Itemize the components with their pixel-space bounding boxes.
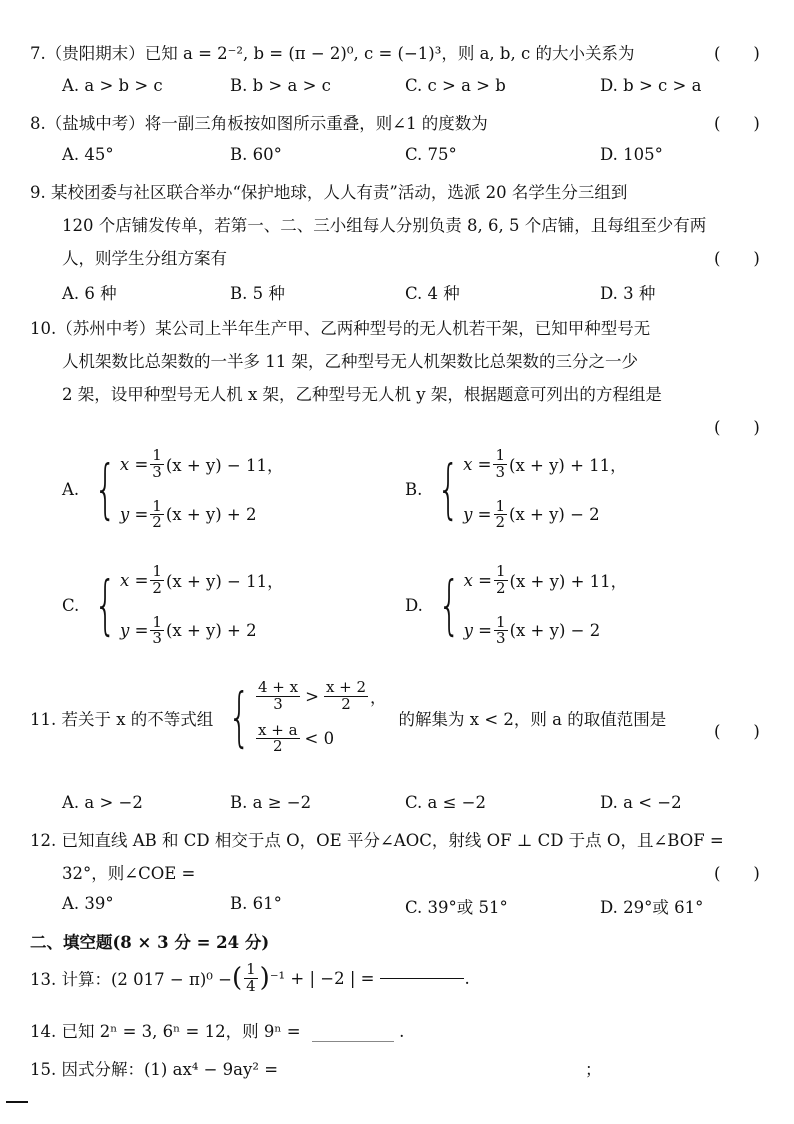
left-brace-icon: { [437,452,460,527]
equation-2: y = $\frac{1}{3}$ (x + y) + 2 [120,612,257,648]
q12-option-a: A. 39° [62,894,114,913]
section-heading: 二、填空题(8 × 3 分 = 24 分) [30,933,270,952]
q7-answer-paren: ( ) [714,44,760,63]
left-brace-icon: { [94,568,117,643]
answer-blank[interactable] [312,1023,394,1042]
option-label: A. [62,480,80,499]
q9-option-c: C. 4 种 [405,284,460,303]
q8-answer-paren: ( ) [714,114,760,133]
answer-blank[interactable] [380,978,464,979]
inequality-1: $\frac{4 + x}{3}$ > $\frac{x + 2}{2}$ ， [258,678,387,713]
q7-option-b: B. b > a > c [230,76,331,95]
equation-1: x = $\frac{1}{2}$ (x + y) + 11， [463,562,628,597]
q12-stem-line1: 12. 已知直线 AB 和 CD 相交于点 O，OE 平分∠AOC，射线 OF ⊥ CD 于点 O，且∠BOF = [30,831,724,850]
q11-option-c: C. a ≤ −2 [405,793,487,812]
left-brace-icon: { [228,680,251,755]
inequality-2: $\frac{x + a}{2}$ < 0 [258,720,335,756]
q9-stem-line2: 120 个店铺发传单，若第一、二、三小组每人分别负责 8, 6, 5 个店铺，且每组至少有两 [62,216,707,235]
equation-2: y = $\frac{1}{2}$ (x + y) + 2 [119,496,257,532]
q9-answer-paren: ( ) [714,249,760,268]
q7-option-a: A. a > b > c [62,76,163,95]
q13-stem: 13. 计算：(2 017 − π)⁰ − ( $\frac{1}{4}$ ) ⁻¹ + | −2 | = . [30,960,470,995]
q9-option-b: B. 5 种 [230,284,285,303]
q9-option-a: A. 6 种 [62,284,117,303]
q10-option-a [62,448,283,531]
q8-option-c: C. 75° [405,145,457,164]
q11-stem-post: 的解集为 x < 2，则 a 的取值范围是 [398,709,667,729]
q11-stem [30,680,666,755]
q10-option-c [62,564,284,647]
left-brace-icon: { [94,452,117,527]
equation-1: x = $\frac{1}{3}$ (x + y) + 11， [463,446,627,481]
q13-pre: 13. 计算：(2 017 − π)⁰ − [30,970,232,990]
q8-option-b: B. 60° [230,145,282,164]
q9-stem-line3: 人，则学生分组方案有 [62,249,227,268]
option-label: B. [405,480,423,499]
q15-stem: 15. 因式分解：(1) ax⁴ − 9ay² = [30,1060,279,1079]
q7-stem: 7.（贵阳期末）已知 a = 2⁻², b = (π − 2)⁰, c = (−1)³，则 a, b, c 的大小关系为 [30,44,635,63]
equation-1: x = $\frac{1}{2}$ (x + y) − 11， [120,562,284,597]
q10-option-d [405,564,627,647]
q12-stem-line2: 32°，则∠COE = [62,864,196,883]
q8-option-a: A. 45° [62,145,114,164]
q9-stem-line1: 9. 某校团委与社区联合举办“保护地球，人人有责”活动，选派 20 名学生分三组到 [30,183,628,202]
q11-stem-pre: 11. 若关于 x 的不等式组 [30,709,214,729]
q12-option-d: D. 29°或 61° [600,898,704,917]
q8-stem: 8.（盐城中考）将一副三角板按如图所示重叠，则∠1 的度数为 [30,114,488,133]
equation-2: y = $\frac{1}{3}$ (x + y) − 2 [463,612,601,648]
q12-answer-paren: ( ) [714,864,760,883]
q13-fraction: $\frac{1}{4}$ [246,960,256,995]
equation-1: x = $\frac{1}{3}$ (x + y) − 11， [119,446,284,481]
equation-2: y = $\frac{1}{2}$ (x + y) − 2 [463,496,600,532]
option-label: C. [62,596,80,615]
q11-option-d: D. a < −2 [600,793,682,812]
q14-stem: 14. 已知 2ⁿ = 3, 6ⁿ = 12，则 9ⁿ = . [30,1022,405,1041]
q7-option-c: C. c > a > b [405,76,506,95]
q9-option-d: D. 3 种 [600,284,656,303]
q10-option-b [405,448,627,531]
option-label: D. [405,596,423,615]
q11-option-b: B. a ≥ −2 [230,793,312,812]
q7-option-d: D. b > c > a [600,76,702,95]
q10-stem-line1: 10.（苏州中考）某公司上半年生产甲、乙两种型号的无人机若干架，已知甲种型号无 [30,319,651,338]
q12-option-b: B. 61° [230,894,282,913]
q10-answer-paren: ( ) [714,418,760,437]
q15-separator: ； [585,1060,602,1079]
q10-stem-line3: 2 架，设甲种型号无人机 x 架，乙种型号无人机 y 架，根据题意可列出的方程组是 [62,385,662,404]
q11-answer-paren: ( ) [714,722,760,741]
q13-mid: ⁻¹ + | −2 | = [269,968,375,988]
footer-rule [6,1101,28,1103]
q10-stem-line2: 人机架数比总架数的一半多 11 架，乙种型号无人机架数比总架数的三分之一少 [62,352,638,371]
q14-pre: 14. 已知 2ⁿ = 3, 6ⁿ = 12，则 9ⁿ = [30,1022,301,1041]
q11-option-a: A. a > −2 [62,793,143,812]
q12-option-c: C. 39°或 51° [405,898,508,917]
q8-option-d: D. 105° [600,145,663,164]
left-brace-icon: { [438,568,461,643]
